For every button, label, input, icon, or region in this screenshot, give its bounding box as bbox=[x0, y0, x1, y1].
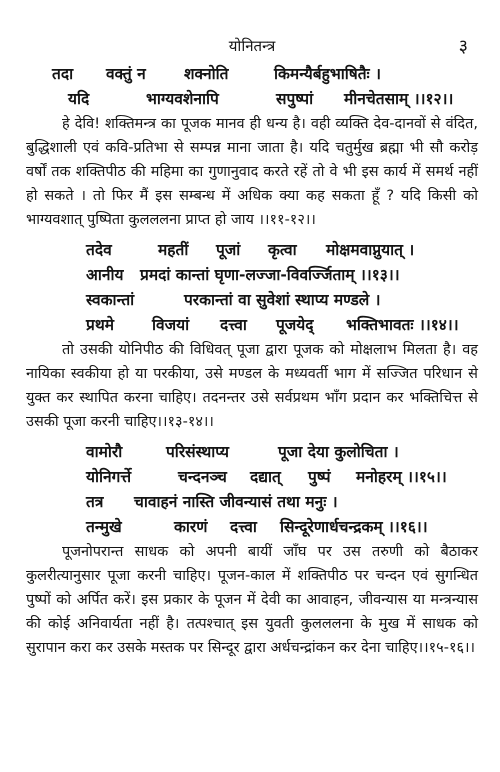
verse-line bbox=[26, 87, 478, 112]
commentary-paragraph: हे देवि! शक्तिमन्त्र का पूजक मानव ही धन्य है। वही व्यक्ति देव-दानवों से वंदित, बुद्धिशाली एवं कवि-प्रतिभा से सम्पन्न माना जाता है। यदि चतुर्मुख ब्रह्मा भी सौ करोड़ वर्षों तक शक्तिपीठ की महिमा का गुणानुवाद करते रहें तो वे भी इस कार्य में समर्थ नहीं हो सकते । तो फिर मैं इस सम्बन्ध में अधिक क्या कह सकता हूँ ? यदि किसी को भाग्यवशात् पुष्पिता कुलललना प्राप्त हो जाय ।।११-१२।। bbox=[26, 116, 478, 228]
verse-word: वक्तुं न bbox=[106, 65, 146, 83]
verse-word: पूजयेद् bbox=[276, 316, 314, 334]
verse-word: चन्दनञ्च bbox=[178, 468, 227, 486]
verse-word: मोक्षमवाप्नुयात् । bbox=[326, 241, 415, 259]
verse-word: भक्तिभावतः ।।१४।। bbox=[346, 316, 459, 334]
verse-word: चावाहनं नास्ति जीवन्यासं तथा मनुः । bbox=[134, 493, 338, 511]
verse-word: दत्त्वा bbox=[220, 316, 247, 334]
commentary-paragraph: पूजनोपरान्त साधक को अपनी बायीं जाँघ पर उस तरुणी को बैठाकर कुलरीत्यानुसार पूजा करनी चाहिए। पूजन-काल में शक्तिपीठ पर चन्दन एवं सुगन्धित पुष्पों को अर्पित करें। इस प्रकार के पूजन में देवी का आवाहन, जीवन्यास या मन्त्रन्यास की कोई अनिवार्यता नहीं है। तत्पश्चात् इस युवती कुलललना के मुख में साधक को सुरापान करा कर उसके मस्तक पर सिन्दूर द्वारा अर्धचन्द्रांकन कर देना चाहिए।।१५-१६।। bbox=[26, 544, 478, 656]
verse-line bbox=[26, 440, 478, 465]
verse-line bbox=[26, 313, 478, 338]
verse-word: किमन्यैर्बहुभाषितैः । bbox=[274, 65, 381, 83]
verse-word: सपुष्पां bbox=[276, 90, 314, 108]
verse-block-13-14 bbox=[26, 238, 478, 338]
verse-line bbox=[26, 62, 478, 87]
verse-line bbox=[26, 238, 478, 263]
verse-word: यदि bbox=[68, 90, 90, 108]
verse-word: स्वकान्तां bbox=[86, 291, 135, 309]
verse-word: तदेव bbox=[86, 241, 112, 259]
verse-word: शक्नोति bbox=[184, 65, 229, 83]
verse-word: तत्र bbox=[86, 493, 104, 511]
commentary-paragraph: तो उसकी योनिपीठ की विधिवत् पूजा द्वारा पूजक को मोक्षलाभ मिलता है। वह नायिका स्वकीया हो या परकीया, उसे मण्डल के मध्यवर्ती भाग में सज्जित परिधान से युक्त कर स्थापित करना चाहिए। तदनन्तर उसे सर्वप्रथम भाँग प्रदान कर भक्तिचित्त से उसकी पूजा करनी चाहिए।।१३-१४।। bbox=[26, 342, 478, 430]
verse-word: दत्त्वा bbox=[230, 518, 257, 536]
verse-word: तदा bbox=[52, 65, 74, 83]
verse-word: पूजां bbox=[216, 241, 241, 259]
verse-word: पूजा देया कुलोचिता । bbox=[278, 443, 399, 461]
verse-line bbox=[26, 263, 478, 288]
verse-word: परकान्तां वा सुवेशां स्थाप्य मण्डले । bbox=[184, 291, 381, 309]
verse-word: सिन्दूरेणार्धचन्द्रकम् ।।१६।। bbox=[280, 518, 428, 536]
verse-word: योनिगर्त्ते bbox=[86, 468, 132, 486]
verse-word: दद्यात् bbox=[250, 468, 281, 486]
verse-word: प्रमदां कान्तां घृणा-लज्जा-विवर्ज्जिताम् ।।१३।। bbox=[140, 266, 400, 284]
verse-line bbox=[26, 490, 478, 515]
verse-word: तन्मुखे bbox=[86, 518, 122, 536]
verse-word: विजयां bbox=[152, 316, 190, 334]
verse-word: कृत्वा bbox=[268, 241, 297, 259]
verse-word: परिसंस्थाप्य bbox=[166, 443, 229, 461]
verse-word: पुष्पं bbox=[308, 468, 331, 486]
verse-line bbox=[26, 465, 478, 490]
verse-line bbox=[26, 515, 478, 540]
verse-line bbox=[26, 288, 478, 313]
verse-word: प्रथमे bbox=[86, 316, 114, 334]
verse-block-11-12 bbox=[26, 62, 478, 112]
verse-word: मीनचेतसाम् ।।१२।। bbox=[344, 90, 454, 108]
verse-block-15-16 bbox=[26, 440, 478, 540]
verse-word: भाग्यवशेनापि bbox=[146, 90, 219, 108]
verse-word: कारणं bbox=[174, 518, 208, 536]
running-title: योनितन्त्र bbox=[228, 37, 276, 55]
verse-word: मनोहरम् ।।१५।। bbox=[356, 468, 447, 486]
verse-word: वामोरौ bbox=[86, 443, 123, 461]
verse-word: महतीं bbox=[158, 241, 189, 259]
page-header bbox=[26, 0, 478, 62]
page-number: ३ bbox=[458, 36, 468, 57]
verse-word: आनीय bbox=[86, 266, 124, 284]
